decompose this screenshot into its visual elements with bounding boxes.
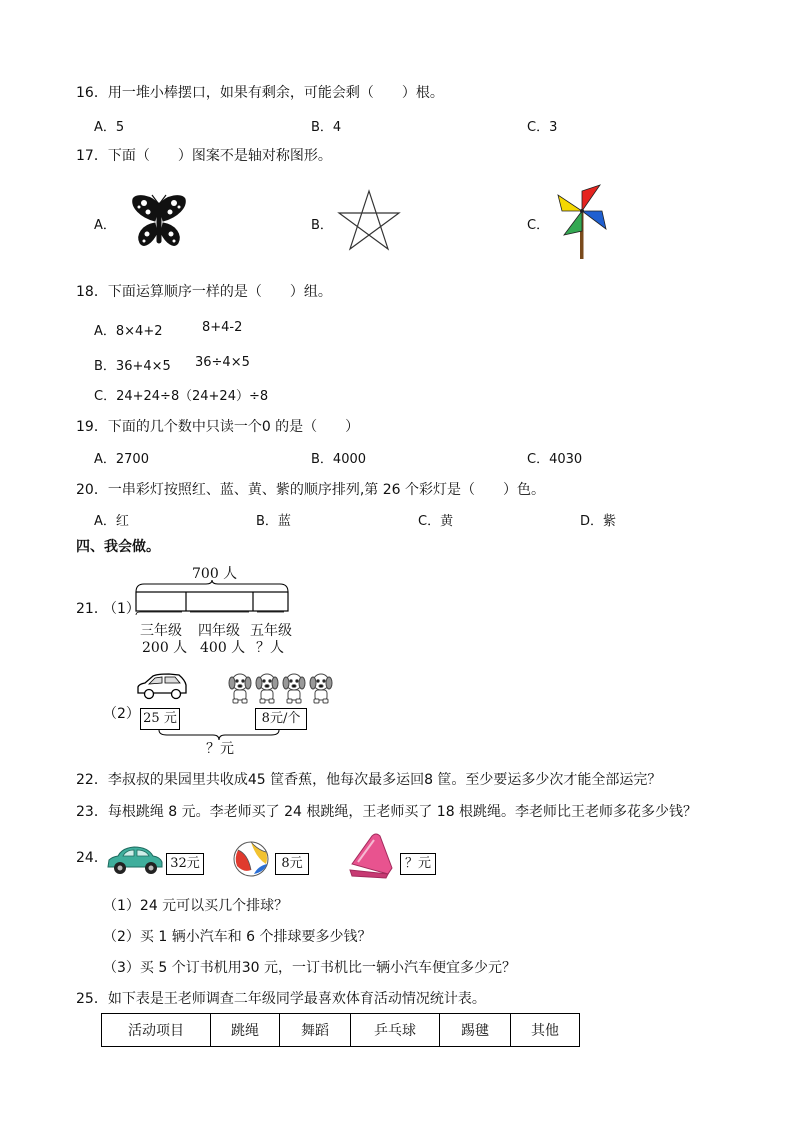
q18-option-a-expr2: 8+4-2	[202, 320, 243, 335]
q17-option-a[interactable]: A．	[94, 218, 116, 233]
segment-bar-diagram	[132, 578, 292, 618]
q17-option-b[interactable]: B．	[311, 218, 333, 233]
segment-grade4-count: 400 人	[200, 640, 246, 656]
q19-option-a[interactable]: A．2700	[94, 452, 149, 467]
table-header-cell: 活动项目	[102, 1014, 211, 1047]
toy-price-box: 8元/个	[255, 708, 307, 730]
part2-total: ？元	[206, 741, 234, 757]
table-header-cell: 乒乓球	[351, 1014, 440, 1047]
q24-sub1: （1）24 元可以买几个排球？	[103, 898, 289, 914]
q24-sub2: （2）买 1 辆小汽车和 6 个排球要多少钱？	[103, 929, 372, 945]
q18-option-a[interactable]: A．8×4+2	[94, 324, 163, 339]
toy-car-icon	[135, 672, 189, 702]
q20-option-b[interactable]: B．蓝	[256, 514, 291, 529]
table-header-cell: 其他	[511, 1014, 580, 1047]
stapler-price: ？元	[400, 853, 436, 875]
volleyball-price: 8元	[275, 853, 309, 875]
q20-stem: 20．一串彩灯按照红、蓝、黄、紫的顺序排列,第 26 个彩灯是（ ）色。	[76, 482, 545, 498]
section-title: 四、我会做。	[76, 539, 160, 555]
q18-option-c-expr2: （24+24）÷8	[179, 389, 269, 404]
activity-table	[101, 1013, 580, 1047]
q18-stem: 18．下面运算顺序一样的是（ ）组。	[76, 284, 332, 300]
q23-text: 23．每根跳绳 8 元。李老师买了 24 根跳绳，王老师买了 18 根跳绳。李老师比王老师多花多少钱？	[76, 804, 698, 820]
q24-number: 24．	[76, 850, 108, 866]
q16-option-c[interactable]: C．3	[527, 120, 558, 135]
q22-text: 22．李叔叔的果园里共收成45 筐香蕉，他每次最多运回8 筐。至少要运多少次才能全部运完？	[76, 772, 662, 788]
q19-option-b[interactable]: B．4000	[311, 452, 367, 467]
volleyball-icon	[232, 840, 270, 878]
table-header-cell: 跳绳	[211, 1014, 280, 1047]
table-header-cell: 舞蹈	[280, 1014, 351, 1047]
q19-option-c[interactable]: C．4030	[527, 452, 583, 467]
table-header-cell: 踢毽	[440, 1014, 511, 1047]
q19-stem: 19．下面的几个数中只读一个0 的是（ ）	[76, 419, 360, 435]
q16-option-b[interactable]: B．4	[311, 120, 342, 135]
q18-option-b[interactable]: B．36+4×5	[94, 359, 171, 374]
stapler-icon	[348, 830, 394, 880]
car-icon	[106, 845, 164, 877]
pinwheel-icon	[556, 183, 608, 261]
car-price-box: 25 元	[140, 708, 180, 730]
q21-number: 21．	[76, 601, 108, 617]
q21-part2-label: （2）	[103, 706, 140, 722]
segment-grade4-name: 四年级	[198, 623, 240, 639]
star-icon	[336, 188, 402, 254]
table-row	[102, 1014, 580, 1047]
q18-option-b-expr2: 36÷4×5	[195, 355, 250, 370]
q25-stem: 25．如下表是王老师调查二年级同学最喜欢体育活动情况统计表。	[76, 991, 486, 1007]
segment-grade3-name: 三年级	[140, 623, 182, 639]
butterfly-icon	[130, 193, 188, 251]
q16-stem: 16．用一堆小棒摆口，如果有剩余，可能会剩（ ）根。	[76, 85, 444, 101]
segment-grade5-count: ？人	[256, 640, 284, 656]
car-price: 32元	[166, 853, 204, 875]
q17-stem: 17．下面（ ）图案不是轴对称图形。	[76, 148, 332, 164]
q21-part1-label: （1）	[103, 601, 140, 617]
q20-option-d[interactable]: D．紫	[580, 514, 617, 529]
q21-total: 700 人	[192, 566, 238, 582]
q16-option-a[interactable]: A．5	[94, 120, 125, 135]
segment-grade3-count: 200 人	[142, 640, 188, 656]
q20-option-c[interactable]: C．黄	[418, 514, 454, 529]
segment-grade5-name: 五年级	[250, 623, 292, 639]
q24-sub3: （3）买 5 个订书机用30 元，一订书机比一辆小汽车便宜多少元？	[103, 960, 516, 976]
q17-option-c[interactable]: C．	[527, 218, 550, 233]
q18-option-c[interactable]: C．24+24÷8	[94, 389, 180, 404]
q20-option-a[interactable]: A．红	[94, 514, 129, 529]
toy-dogs-icon	[228, 671, 336, 705]
